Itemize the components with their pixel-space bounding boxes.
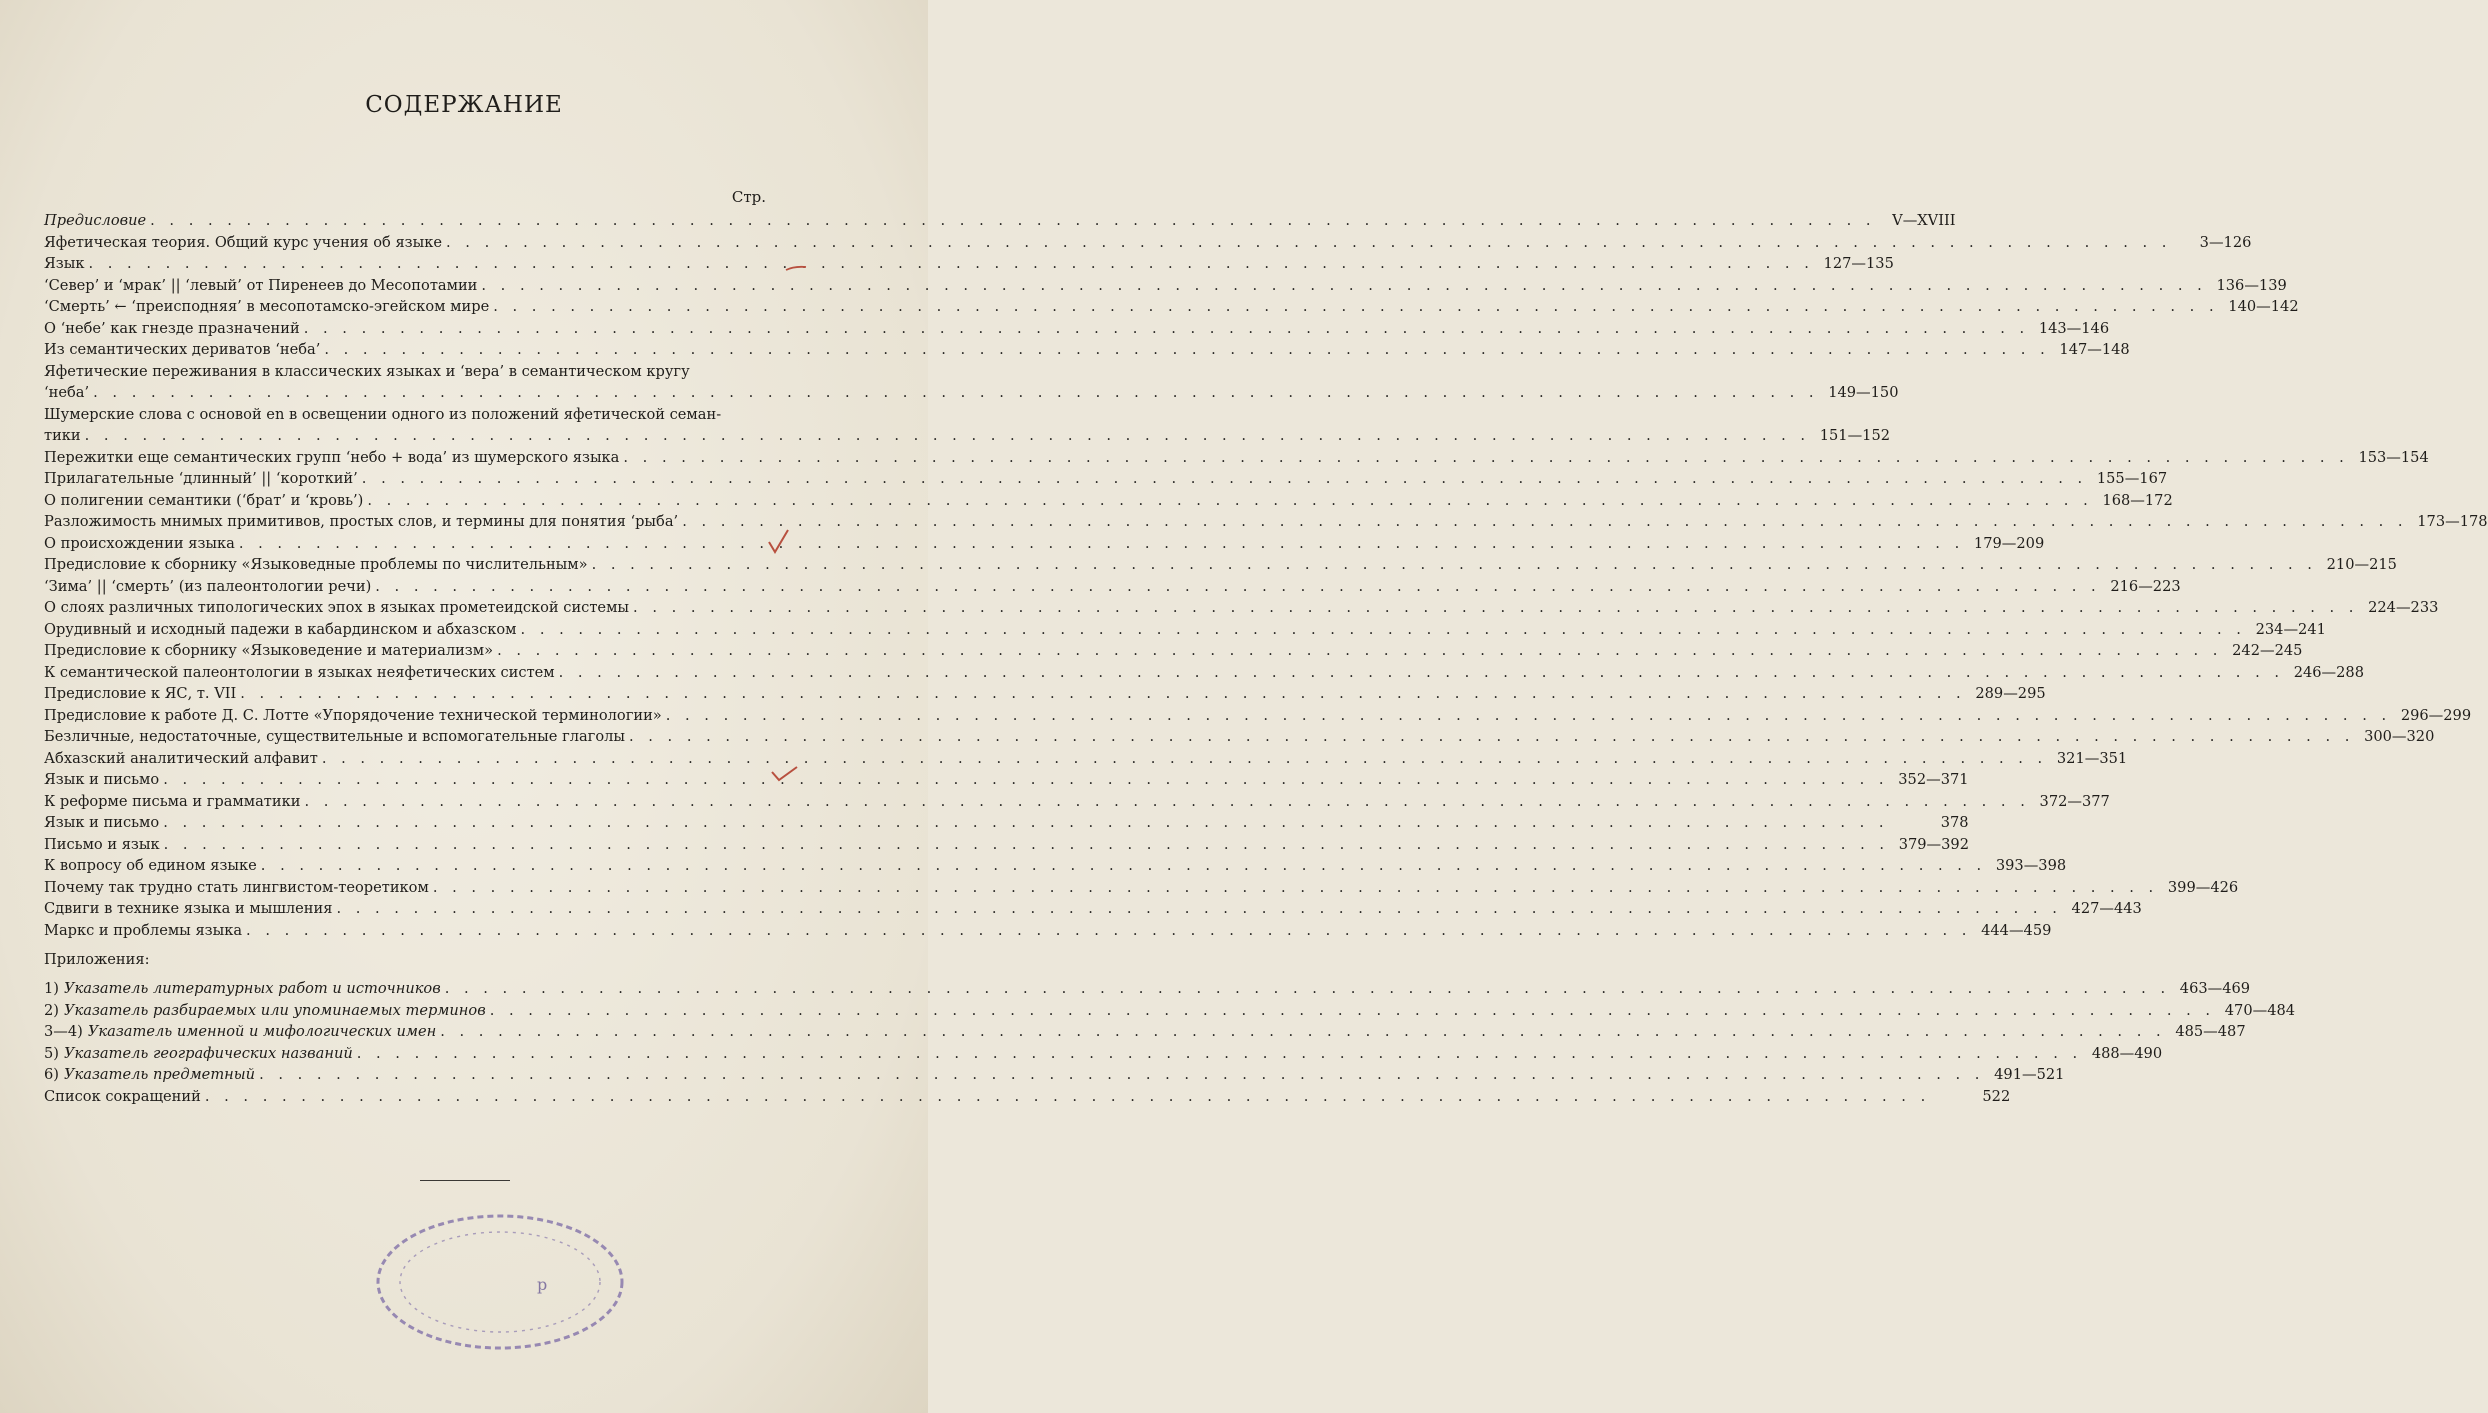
- dot-leader: . . . . . . . . . . . . . . . . . . . . . . . . . . . . . . . . . . . . . . . . . . . . . . . . . . . . . . . . . . . . . . . . . . . . . . . . . . . . . . . . . . . . . . . . . .: [446, 233, 2172, 251]
- entry-title: Указатель географических названий: [63, 1044, 353, 1062]
- toc-entry: [44, 920, 2052, 942]
- dot-leader: . . . . . . . . . . . . . . . . . . . . . . . . . . . . . . . . . . . . . . . . . . . . . . . . . . . . . . . . . . . . . . . . . . . . . . . . . . . . . . . . . . . . . . . . . .: [303, 319, 2030, 337]
- pencil-tick-icon: [784, 262, 810, 276]
- entry-title: Указатель именной и мифологических имен: [87, 1023, 437, 1040]
- appendix-number: 5): [44, 1044, 59, 1062]
- toc-entry: [44, 683, 2046, 705]
- entry-line: [44, 232, 2252, 254]
- page-range: 216—223: [2110, 577, 2181, 595]
- entry-title: Предисловие к сборнику «Языковедные проблемы по числительным»: [44, 556, 588, 573]
- entry-title: Указатель предметный: [63, 1066, 256, 1083]
- entry-line: [44, 769, 1969, 791]
- dot-leader: . . . . . . . . . . . . . . . . . . . . . . . . . . . . . . . . . . . . . . . . . . . . . . . . . . . . . . . . . . . . . . . . . . . . . . . . . . . . . . . . . . . . . . . . . .: [84, 427, 1811, 444]
- entry-line: [44, 898, 2142, 920]
- appendix-entry: [44, 1086, 2011, 1108]
- entry-line: [44, 318, 2110, 340]
- dot-leader: . . . . . . . . . . . . . . . . . . . . . . . . . . . . . . . . . . . . . . . . . . . . . . . . . . . . . . . . . . . . . . . . . . . . . . . . . . . . . . . . . . . . . . . . . .: [356, 1044, 2083, 1062]
- appendix-number: 2): [44, 1001, 59, 1019]
- toc-entry: [44, 812, 1969, 834]
- page-title: СОДЕРЖАНИЕ: [365, 92, 563, 118]
- page-range: 210—215: [2326, 556, 2397, 573]
- svg-text:р: р: [537, 1275, 548, 1294]
- toc-entry: [44, 361, 1899, 404]
- entry-line: [44, 812, 1969, 834]
- entry-title: Пережитки еще семантических групп ‘небо + вода’ из шумерского языка: [44, 448, 620, 466]
- dot-leader: . . . . . . . . . . . . . . . . . . . . . . . . . . . . . . . . . . . . . . . . . . . . . . . . . . . . . . . . . . . . . . . . . . . . . . . . . . . . . . . . . . . . . . . . . .: [591, 556, 2317, 573]
- toc-entry: [44, 662, 2364, 684]
- entry-line-wrapped: [44, 361, 766, 383]
- page-range: 153—154: [2358, 448, 2429, 466]
- dot-leader: . . . . . . . . . . . . . . . . . . . . . . . . . . . . . . . . . . . . . . . . . . . . . . . . . . . . . . . . . . . . . . . . . . . . . . . . . . . . . . . . . . . . . . . . . .: [163, 835, 1889, 853]
- entry-title: К реформе письма и грамматики: [44, 792, 301, 810]
- entry-title: ‘Смерть’ ← ‘преисподняя’ в месопотамско-эгейском мире: [44, 298, 490, 315]
- entry-title: О ‘небе’ как гнезде празначений: [44, 319, 300, 337]
- dot-leader: . . . . . . . . . . . . . . . . . . . . . . . . . . . . . . . . . . . . . . . . . . . . . . . . . . . . . . . . . . . . . . . . . . . . . . . . . . . . . . . . . . . . . . . . . .: [204, 1087, 1931, 1105]
- page-range: 372—377: [2039, 792, 2110, 810]
- entry-line: [44, 920, 2052, 942]
- page-range: V—XVIII: [1892, 212, 1956, 229]
- dot-leader: . . . . . . . . . . . . . . . . . . . . . . . . . . . . . . . . . . . . . . . . . . . . . . . . . . . . . . . . . . . . . . . . . . . . . . . . . . . . . . . . . . . . . . . . . .: [489, 1001, 2216, 1019]
- toc-entry: [44, 210, 1956, 232]
- page-range: 289—295: [1975, 685, 2046, 702]
- dot-leader: . . . . . . . . . . . . . . . . . . . . . . . . . . . . . . . . . . . . . . . . . . . . . . . . . . . . . . . . . . . . . . . . . . . . . . . . . . . . . . . . . . . . . . . . . .: [375, 577, 2101, 595]
- toc-entry: [44, 468, 2168, 490]
- entry-line: [44, 877, 2239, 899]
- page-range: 522: [1982, 1087, 2011, 1105]
- entry-line: [44, 705, 2472, 727]
- page-range: 234—241: [2255, 620, 2326, 638]
- appendix-list: [44, 978, 2296, 1107]
- toc-entry: [44, 318, 2110, 340]
- page-range: 168—172: [2102, 491, 2173, 509]
- entry-title: Предисловие к ЯС, т. VII: [44, 685, 237, 702]
- entry-title: Яфетические переживания в классических языках и ‘вера’ в семантическом кругу: [44, 362, 690, 380]
- page-range: 246—288: [2293, 663, 2364, 681]
- dot-leader: . . . . . . . . . . . . . . . . . . . . . . . . . . . . . . . . . . . . . . . . . . . . . . . . . . . . . . . . . . . . . . . . . . . . . . . . . . . . . . . . . . . . . . . . . .: [321, 749, 2048, 767]
- divider-rule: [420, 1180, 510, 1181]
- page-range: 136—139: [2216, 276, 2287, 294]
- dot-leader: . . . . . . . . . . . . . . . . . . . . . . . . . . . . . . . . . . . . . . . . . . . . . . . . . . . . . . . . . . . . . . . . . . . . . . . . . . . . . . . . . . . . . . . . . .: [493, 298, 2219, 315]
- entry-title: К вопросу об едином языке: [44, 857, 257, 874]
- entry-title: К семантической палеонтологии в языках неяфетических систем: [44, 663, 555, 681]
- pencil-check-icon: [766, 528, 792, 556]
- toc-entry: [44, 834, 1969, 856]
- page-range: 173—178: [2417, 513, 2488, 530]
- entry-title: ‘Зима’ || ‘смерть’ (из палеонтологии речи): [44, 577, 372, 595]
- page-range: 393—398: [1995, 857, 2067, 874]
- entry-title: Предисловие к работе Д. С. Лотте «Упорядочение технической терминологии»: [44, 706, 662, 724]
- dot-leader: . . . . . . . . . . . . . . . . . . . . . . . . . . . . . . . . . . . . . . . . . . . . . . . . . . . . . . . . . . . . . . . . . . . . . . . . . . . . . . . . . . . . . . . . . .: [324, 341, 2050, 358]
- dot-leader: . . . . . . . . . . . . . . . . . . . . . . . . . . . . . . . . . . . . . . . . . . . . . . . . . . . . . . . . . . . . . . . . . . . . . . . . . . . . . . . . . . . . . . . . . .: [150, 212, 1876, 229]
- page-range: 140—142: [2228, 298, 2299, 315]
- toc-entry: [44, 232, 2252, 254]
- toc-entry: [44, 898, 2142, 920]
- dot-leader: . . . . . . . . . . . . . . . . . . . . . . . . . . . . . . . . . . . . . . . . . . . . . . . . . . . . . . . . . . . . . . . . . . . . . . . . . . . . . . . . . . . . . . . . . .: [367, 491, 2093, 509]
- toc-entry: [44, 576, 2181, 598]
- entry-line: [44, 597, 2439, 619]
- entry-title: Письмо и язык: [44, 835, 160, 853]
- entry-line-wrapped: [44, 404, 766, 426]
- toc-entry: [44, 640, 2303, 662]
- library-stamp-icon: [365, 1200, 635, 1360]
- appendix-title: Приложения:: [44, 951, 150, 968]
- entry-line: [44, 253, 1894, 275]
- entry-title: Разложимость мнимых примитивов, простых слов, и термины для понятия ‘рыба’: [44, 513, 679, 530]
- entry-line: [44, 468, 2168, 490]
- entry-line: [44, 662, 2364, 684]
- entry-line: [44, 1000, 2296, 1022]
- entry-line: [44, 748, 2128, 770]
- entry-title: Указатель разбираемых или упоминаемых терминов: [63, 1001, 486, 1019]
- entry-title: Язык и письмо: [44, 771, 160, 788]
- page-range: 147—148: [2059, 341, 2130, 358]
- toc-entry: [44, 490, 2173, 512]
- entry-title: Абхазский аналитический алфавит: [44, 749, 318, 767]
- entry-line: [44, 447, 2429, 469]
- dot-leader: . . . . . . . . . . . . . . . . . . . . . . . . . . . . . . . . . . . . . . . . . . . . . . . . . . . . . . . . . . . . . . . . . . . . . . . . . . . . . . . . . . . . . . . . . .: [682, 513, 2408, 530]
- entry-title: О полигении семантики (‘брат’ и ‘кровь’): [44, 491, 364, 509]
- dot-leader: . . . . . . . . . . . . . . . . . . . . . . . . . . . . . . . . . . . . . . . . . . . . . . . . . . . . . . . . . . . . . . . . . . . . . . . . . . . . . . . . . . . . . . . . . .: [336, 900, 2062, 917]
- toc-entry: [44, 296, 2299, 318]
- entry-title: О происхождении языка: [44, 534, 235, 552]
- page-range: 427—443: [2071, 900, 2142, 917]
- page-range: 463—469: [2179, 980, 2251, 997]
- toc-entry: [44, 619, 2326, 641]
- entry-line: [44, 511, 2488, 533]
- entry-line: [44, 1043, 2163, 1065]
- dot-leader: . . . . . . . . . . . . . . . . . . . . . . . . . . . . . . . . . . . . . . . . . . . . . . . . . . . . . . . . . . . . . . . . . . . . . . . . . . . . . . . . . . . . . . . . . .: [481, 276, 2207, 294]
- toc-entry: [44, 726, 2435, 748]
- entry-title: Список сокращений: [44, 1087, 201, 1105]
- entry-title: Предисловие к сборнику «Языковедение и материализм»: [44, 642, 494, 659]
- entry-line: [44, 1021, 2246, 1043]
- page-range: 379—392: [1898, 835, 1969, 853]
- entry-line: [44, 382, 1899, 404]
- toc-entry: [44, 275, 2287, 297]
- dot-leader: . . . . . . . . . . . . . . . . . . . . . . . . . . . . . . . . . . . . . . . . . . . . . . . . . . . . . . . . . . . . . . . . . . . . . . . . . . . . . . . . . . . . . . . . . .: [246, 921, 1972, 939]
- toc-entry: [44, 769, 1969, 791]
- page-range: 352—371: [1898, 771, 1969, 788]
- appendix-entry: [44, 1021, 2246, 1043]
- entry-line: [44, 726, 2435, 748]
- entry-title: Почему так трудно стать лингвистом-теоретиком: [44, 878, 429, 896]
- appendix-entry: [44, 978, 2251, 1000]
- toc-entry: [44, 554, 2397, 576]
- page-range: 444—459: [1981, 921, 2052, 939]
- entry-title: Орудивный и исходный падежи в кабардинском и абхазском: [44, 620, 517, 638]
- toc-entry: [44, 597, 2439, 619]
- page-range: 321—351: [2056, 749, 2128, 767]
- entry-line: [44, 855, 2067, 877]
- dot-leader: . . . . . . . . . . . . . . . . . . . . . . . . . . . . . . . . . . . . . . . . . . . . . . . . . . . . . . . . . . . . . . . . . . . . . . . . . . . . . . . . . . . . . . . . . .: [440, 1023, 2166, 1040]
- entry-line: [44, 210, 1956, 232]
- entry-title: Язык и письмо: [44, 814, 160, 831]
- dot-leader: . . . . . . . . . . . . . . . . . . . . . . . . . . . . . . . . . . . . . . . . . . . . . . . . . . . . . . . . . . . . . . . . . . . . . . . . . . . . . . . . . . . . . . . . . .: [558, 663, 2284, 681]
- dot-leader: . . . . . . . . . . . . . . . . . . . . . . . . . . . . . . . . . . . . . . . . . . . . . . . . . . . . . . . . . . . . . . . . . . . . . . . . . . . . . . . . . . . . . . . . . .: [520, 620, 2246, 638]
- entry-title: Яфетическая теория. Общий курс учения об языке: [44, 233, 443, 251]
- entry-line: [44, 533, 2045, 555]
- entry-line: [44, 490, 2173, 512]
- appendix-number: 6): [44, 1066, 59, 1083]
- entry-title: Сдвиги в технике языка и мышления: [44, 900, 333, 917]
- appendix-entry: [44, 1000, 2296, 1022]
- page-range: 300—320: [2364, 728, 2435, 745]
- toc-entry: [44, 533, 2045, 555]
- page-range: 399—426: [2167, 878, 2239, 896]
- entry-line: [44, 339, 2130, 361]
- dot-leader: . . . . . . . . . . . . . . . . . . . . . . . . . . . . . . . . . . . . . . . . . . . . . . . . . . . . . . . . . . . . . . . . . . . . . . . . . . . . . . . . . . . . . . . . . .: [93, 384, 1819, 401]
- page-range: 470—484: [2224, 1001, 2296, 1019]
- appendix-number: 1): [44, 980, 59, 997]
- dot-leader: . . . . . . . . . . . . . . . . . . . . . . . . . . . . . . . . . . . . . . . . . . . . . . . . . . . . . . . . . . . . . . . . . . . . . . . . . . . . . . . . . . . . . . . . . .: [259, 1066, 1985, 1083]
- toc-entry: [44, 447, 2429, 469]
- toc-entry: [44, 705, 2472, 727]
- entry-title: Шумерские слова с основой en в освещении одного из положений яфетической семан-: [44, 405, 722, 423]
- page-range: 155—167: [2096, 470, 2168, 487]
- entry-title: ‘неба’: [44, 384, 90, 401]
- toc-entry: [44, 748, 2128, 770]
- appendix-number: 3—4): [44, 1023, 83, 1040]
- entry-line: [44, 425, 1891, 447]
- page-range: 485—487: [2175, 1023, 2246, 1040]
- entry-line: [44, 978, 2251, 1000]
- appendix-entry: [44, 1064, 2065, 1086]
- entry-title: Язык: [44, 255, 85, 272]
- page-range: 179—209: [1973, 534, 2045, 552]
- toc-entry: [44, 791, 2110, 813]
- dot-leader: . . . . . . . . . . . . . . . . . . . . . . . . . . . . . . . . . . . . . . . . . . . . . . . . . . . . . . . . . . . . . . . . . . . . . . . . . . . . . . . . . . . . . . . . . .: [240, 685, 1966, 702]
- dot-leader: . . . . . . . . . . . . . . . . . . . . . . . . . . . . . . . . . . . . . . . . . . . . . . . . . . . . . . . . . . . . . . . . . . . . . . . . . . . . . . . . . . . . . . . . . .: [665, 706, 2392, 724]
- entry-line: [44, 275, 2287, 297]
- entry-line: [44, 576, 2181, 598]
- dot-leader: . . . . . . . . . . . . . . . . . . . . . . . . . . . . . . . . . . . . . . . . . . . . . . . . . . . . . . . . . . . . . . . . . . . . . . . . . . . . . . . . . . . . . . . . . .: [623, 448, 2349, 466]
- entry-title: ‘Север’ и ‘мрак’ || ‘левый’ от Пиренеев до Месопотамии: [44, 276, 478, 294]
- entry-title: Прилагательные ‘длинный’ || ‘короткий’: [44, 470, 358, 487]
- entry-title: тики: [44, 427, 81, 444]
- dot-leader: . . . . . . . . . . . . . . . . . . . . . . . . . . . . . . . . . . . . . . . . . . . . . . . . . . . . . . . . . . . . . . . . . . . . . . . . . . . . . . . . . . . . . . . . . .: [432, 878, 2159, 896]
- entry-line: [44, 296, 2299, 318]
- page-range: 151—152: [1819, 427, 1891, 444]
- dot-leader: . . . . . . . . . . . . . . . . . . . . . . . . . . . . . . . . . . . . . . . . . . . . . . . . . . . . . . . . . . . . . . . . . . . . . . . . . . . . . . . . . . . . . . . . . .: [260, 857, 1987, 874]
- page-range: 3—126: [2199, 233, 2252, 251]
- page-range: 296—299: [2400, 706, 2472, 724]
- entry-line: [44, 619, 2326, 641]
- dot-leader: . . . . . . . . . . . . . . . . . . . . . . . . . . . . . . . . . . . . . . . . . . . . . . . . . . . . . . . . . . . . . . . . . . . . . . . . . . . . . . . . . . . . . . . . . .: [444, 980, 2171, 997]
- entry-line: [44, 834, 1969, 856]
- entry-title: Предисловие: [44, 212, 147, 229]
- dot-leader: . . . . . . . . . . . . . . . . . . . . . . . . . . . . . . . . . . . . . . . . . . . . . . . . . . . . . . . . . . . . . . . . . . . . . . . . . . . . . . . . . . . . . . . . . .: [238, 534, 1965, 552]
- page-range: 149—150: [1828, 384, 1899, 401]
- page-range: 488—490: [2091, 1044, 2163, 1062]
- entry-line: [44, 683, 2046, 705]
- pencil-check-icon: [770, 764, 800, 784]
- entry-title: Безличные, недостаточные, существительные и вспомогательные глаголы: [44, 728, 625, 745]
- page-range: 127—135: [1823, 255, 1894, 272]
- toc-entry: [44, 511, 2488, 533]
- dot-leader: . . . . . . . . . . . . . . . . . . . . . . . . . . . . . . . . . . . . . . . . . . . . . . . . . . . . . . . . . . . . . . . . . . . . . . . . . . . . . . . . . . . . . . . . . .: [163, 814, 1889, 831]
- toc-entry: [44, 855, 2067, 877]
- toc-entry: [44, 404, 1891, 447]
- dot-leader: . . . . . . . . . . . . . . . . . . . . . . . . . . . . . . . . . . . . . . . . . . . . . . . . . . . . . . . . . . . . . . . . . . . . . . . . . . . . . . . . . . . . . . . . . .: [163, 771, 1889, 788]
- entry-line: [44, 791, 2110, 813]
- toc-entry: [44, 877, 2239, 899]
- entry-line: [44, 1064, 2065, 1086]
- page-range: 242—245: [2232, 642, 2303, 659]
- entry-line: [44, 554, 2397, 576]
- page-range: 378: [1940, 814, 1969, 831]
- entry-title: О слоях различных типологических эпох в языках прометеидской системы: [44, 599, 630, 616]
- dot-leader: . . . . . . . . . . . . . . . . . . . . . . . . . . . . . . . . . . . . . . . . . . . . . . . . . . . . . . . . . . . . . . . . . . . . . . . . . . . . . . . . . . . . . . . . . .: [629, 728, 2355, 745]
- entry-title: Маркс и проблемы языка: [44, 921, 243, 939]
- page-range: 491—521: [1994, 1066, 2065, 1083]
- appendix-entry: [44, 1043, 2163, 1065]
- table-of-contents: [44, 210, 2488, 941]
- toc-entry: [44, 253, 1894, 275]
- pages-column-header: Стр.: [731, 188, 766, 206]
- page-range: 143—146: [2038, 319, 2110, 337]
- dot-leader: . . . . . . . . . . . . . . . . . . . . . . . . . . . . . . . . . . . . . . . . . . . . . . . . . . . . . . . . . . . . . . . . . . . . . . . . . . . . . . . . . . . . . . . . . .: [497, 642, 2223, 659]
- dot-leader: . . . . . . . . . . . . . . . . . . . . . . . . . . . . . . . . . . . . . . . . . . . . . . . . . . . . . . . . . . . . . . . . . . . . . . . . . . . . . . . . . . . . . . . . . .: [361, 470, 2088, 487]
- entry-line: [44, 1086, 2011, 1108]
- entry-title: Из семантических дериватов ‘неба’: [44, 341, 321, 358]
- page-range: 224—233: [2368, 599, 2439, 616]
- dot-leader: . . . . . . . . . . . . . . . . . . . . . . . . . . . . . . . . . . . . . . . . . . . . . . . . . . . . . . . . . . . . . . . . . . . . . . . . . . . . . . . . . . . . . . . . . .: [88, 255, 1814, 272]
- dot-leader: . . . . . . . . . . . . . . . . . . . . . . . . . . . . . . . . . . . . . . . . . . . . . . . . . . . . . . . . . . . . . . . . . . . . . . . . . . . . . . . . . . . . . . . . . .: [633, 599, 2359, 616]
- toc-entry: [44, 339, 2130, 361]
- dot-leader: . . . . . . . . . . . . . . . . . . . . . . . . . . . . . . . . . . . . . . . . . . . . . . . . . . . . . . . . . . . . . . . . . . . . . . . . . . . . . . . . . . . . . . . . . .: [304, 792, 2030, 810]
- entry-title: Указатель литературных работ и источников: [63, 980, 441, 997]
- entry-line: [44, 640, 2303, 662]
